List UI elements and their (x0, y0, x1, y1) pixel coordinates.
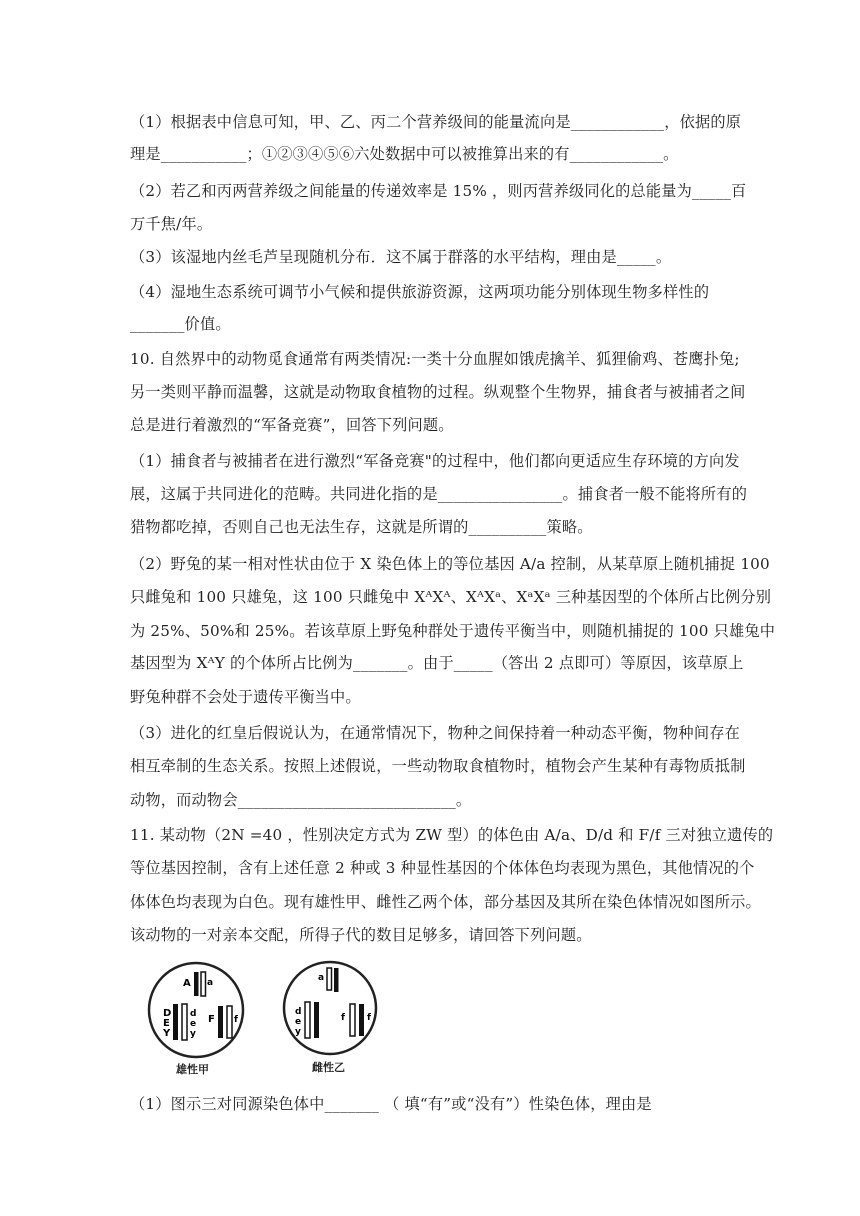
male-cell (149, 963, 243, 1057)
q10-2-line5: 野兔种群不会处于遗传平衡当中。 (130, 688, 361, 706)
male-chromosome-a (201, 972, 206, 996)
q10-2-line2: 只雌兔和 100 只雄兔，这 100 只雌兔中 XᴬXᴬ、XᴬXᵃ、XᵃXᵃ 三种基因型的个体所占比例分别 (130, 588, 772, 606)
svg-text:d: d (295, 1007, 302, 1017)
q9-2-line2: 万千焦/年。 (130, 215, 213, 233)
female-cell (284, 962, 376, 1054)
female-chromosome-dey1 (305, 1002, 310, 1038)
svg-text:y: y (190, 1029, 196, 1039)
q9-1-line1: （1）根据表中信息可知，甲、乙、丙二个营养级间的能量流向是____________，依据的原 (130, 113, 742, 131)
svg-text:f: f (367, 1013, 371, 1023)
svg-text:E: E (163, 1018, 170, 1029)
q11-stem-line4: 该动物的一对亲本交配，所得子代的数目足够多，请回答下列问题。 (130, 926, 592, 944)
svg-text:D: D (163, 1008, 172, 1019)
male-chromosome-F (218, 1006, 223, 1038)
female-chromosome-a1 (327, 968, 332, 990)
male-chromosome-f (227, 1006, 232, 1038)
male-chromosome-dey (182, 1004, 187, 1040)
q10-1-line1: （1）捕食者与被捕者在进行激烈“军备竞赛"的过程中，他们都向更适应生存环境的方向发 (130, 452, 740, 470)
q9-1-line2: 理是___________；①②③④⑤⑥六处数据中可以被推算出来的有____________。 (130, 145, 679, 163)
q10-1-line3: 猎物都吃掉，否则自己也无法生存，这就是所谓的__________策略。 (130, 518, 593, 536)
q10-2-line4: 基因型为 XᴬY 的个体所占比例为_______。由于_____（答出 2 点即可）等原因，该草原上 (130, 654, 744, 672)
svg-text:a: a (207, 978, 214, 988)
q9-4-line1: （4）湿地生态系统可调节小气候和提供旅游资源，这两项功能分别体现生物多样性的 (130, 283, 710, 301)
male-caption: 雄性甲 (176, 1063, 209, 1076)
svg-text:f: f (234, 1015, 238, 1025)
chromosome-figure (140, 958, 400, 1083)
q9-4-line2: _______价值。 (130, 315, 231, 333)
q11-stem-line3: 体体色均表现为白色。现有雄性甲、雌性乙两个体，部分基因及其所在染色体情况如图所示。 (130, 893, 761, 911)
q10-stem-line1: 10. 自然界中的动物觅食通常有两类情况:一类十分血腥如饿虎擒羊、狐狸偷鸡、苍鹰扑兔; (130, 350, 740, 368)
q10-3-line3: 动物，而动物会____________________________。 (130, 791, 472, 809)
female-chromosome-a2 (334, 968, 339, 992)
svg-text:Y: Y (163, 1028, 171, 1039)
q11-1-line1: （1）图示三对同源染色体中_______ （ 填“有”或“没有”）性染色体，理由是 (130, 1095, 652, 1113)
svg-text:A: A (183, 978, 191, 989)
svg-text:e: e (295, 1017, 302, 1027)
svg-text:a: a (318, 973, 325, 983)
female-caption: 雌性乙 (312, 1061, 345, 1074)
q10-3-line2: 相互牵制的生态关系。按照上述假说，一些动物取食植物时，植物会产生某种有毒物质抵制 (130, 757, 746, 775)
svg-text:y: y (295, 1027, 301, 1037)
q10-1-line2: 展，这属于共同进化的范畴。共同进化指的是________________。捕食者一般不能将所有的 (130, 485, 748, 503)
svg-text:e: e (190, 1019, 197, 1029)
q11-stem-line1: 11. 某动物（2N =40 ，性别决定方式为 ZW 型）的体色由 A/a、D/d 和 F/f 三对独立遗传的 (130, 826, 774, 844)
q10-2-line3: 为 25%、50%和 25%。若该草原上野兔种群处于遗传平衡当中，则随机捕捉的 100 只雄兔中 (130, 622, 776, 640)
q10-stem-line2: 另一类则平静而温馨，这就是动物取食植物的过程。纵观整个生物界，捕食者与被捕者之间 (130, 383, 746, 401)
q10-2-line1: （2）野兔的某一相对性状由位于 X 染色体上的等位基因 A/a 控制，从某草原上随机捕捉 100 (130, 555, 770, 573)
svg-text:f: f (341, 1013, 345, 1023)
q11-stem-line2: 等位基因控制，含有上述任意 2 种或 3 种显性基因的个体体色均表现为黑色，其他情况的个 (130, 859, 755, 877)
q10-3-line1: （3）进化的红皇后假说认为，在通常情况下，物种之间保持着一种动态平衡，物种间存在 (130, 724, 740, 742)
q10-stem-line3: 总是进行着激烈的“军备竞赛”，回答下列问题。 (130, 416, 454, 434)
svg-text:F: F (208, 1014, 215, 1025)
female-chromosome-f2 (359, 1004, 364, 1036)
q9-3-line: （3）该湿地内丝毛芦呈现随机分布．这不属于群落的水平结构，理由是_____。 (130, 248, 672, 266)
female-chromosome-dey2 (314, 1002, 319, 1038)
male-chromosome-DEY (173, 1004, 178, 1040)
q9-2-line1: （2）若乙和丙两营养级之间能量的传递效率是 15% ，则丙营养级同化的总能量为_____百 (130, 182, 747, 200)
female-chromosome-f1 (350, 1004, 355, 1036)
male-chromosome-A (194, 972, 199, 996)
svg-text:d: d (190, 1009, 197, 1019)
